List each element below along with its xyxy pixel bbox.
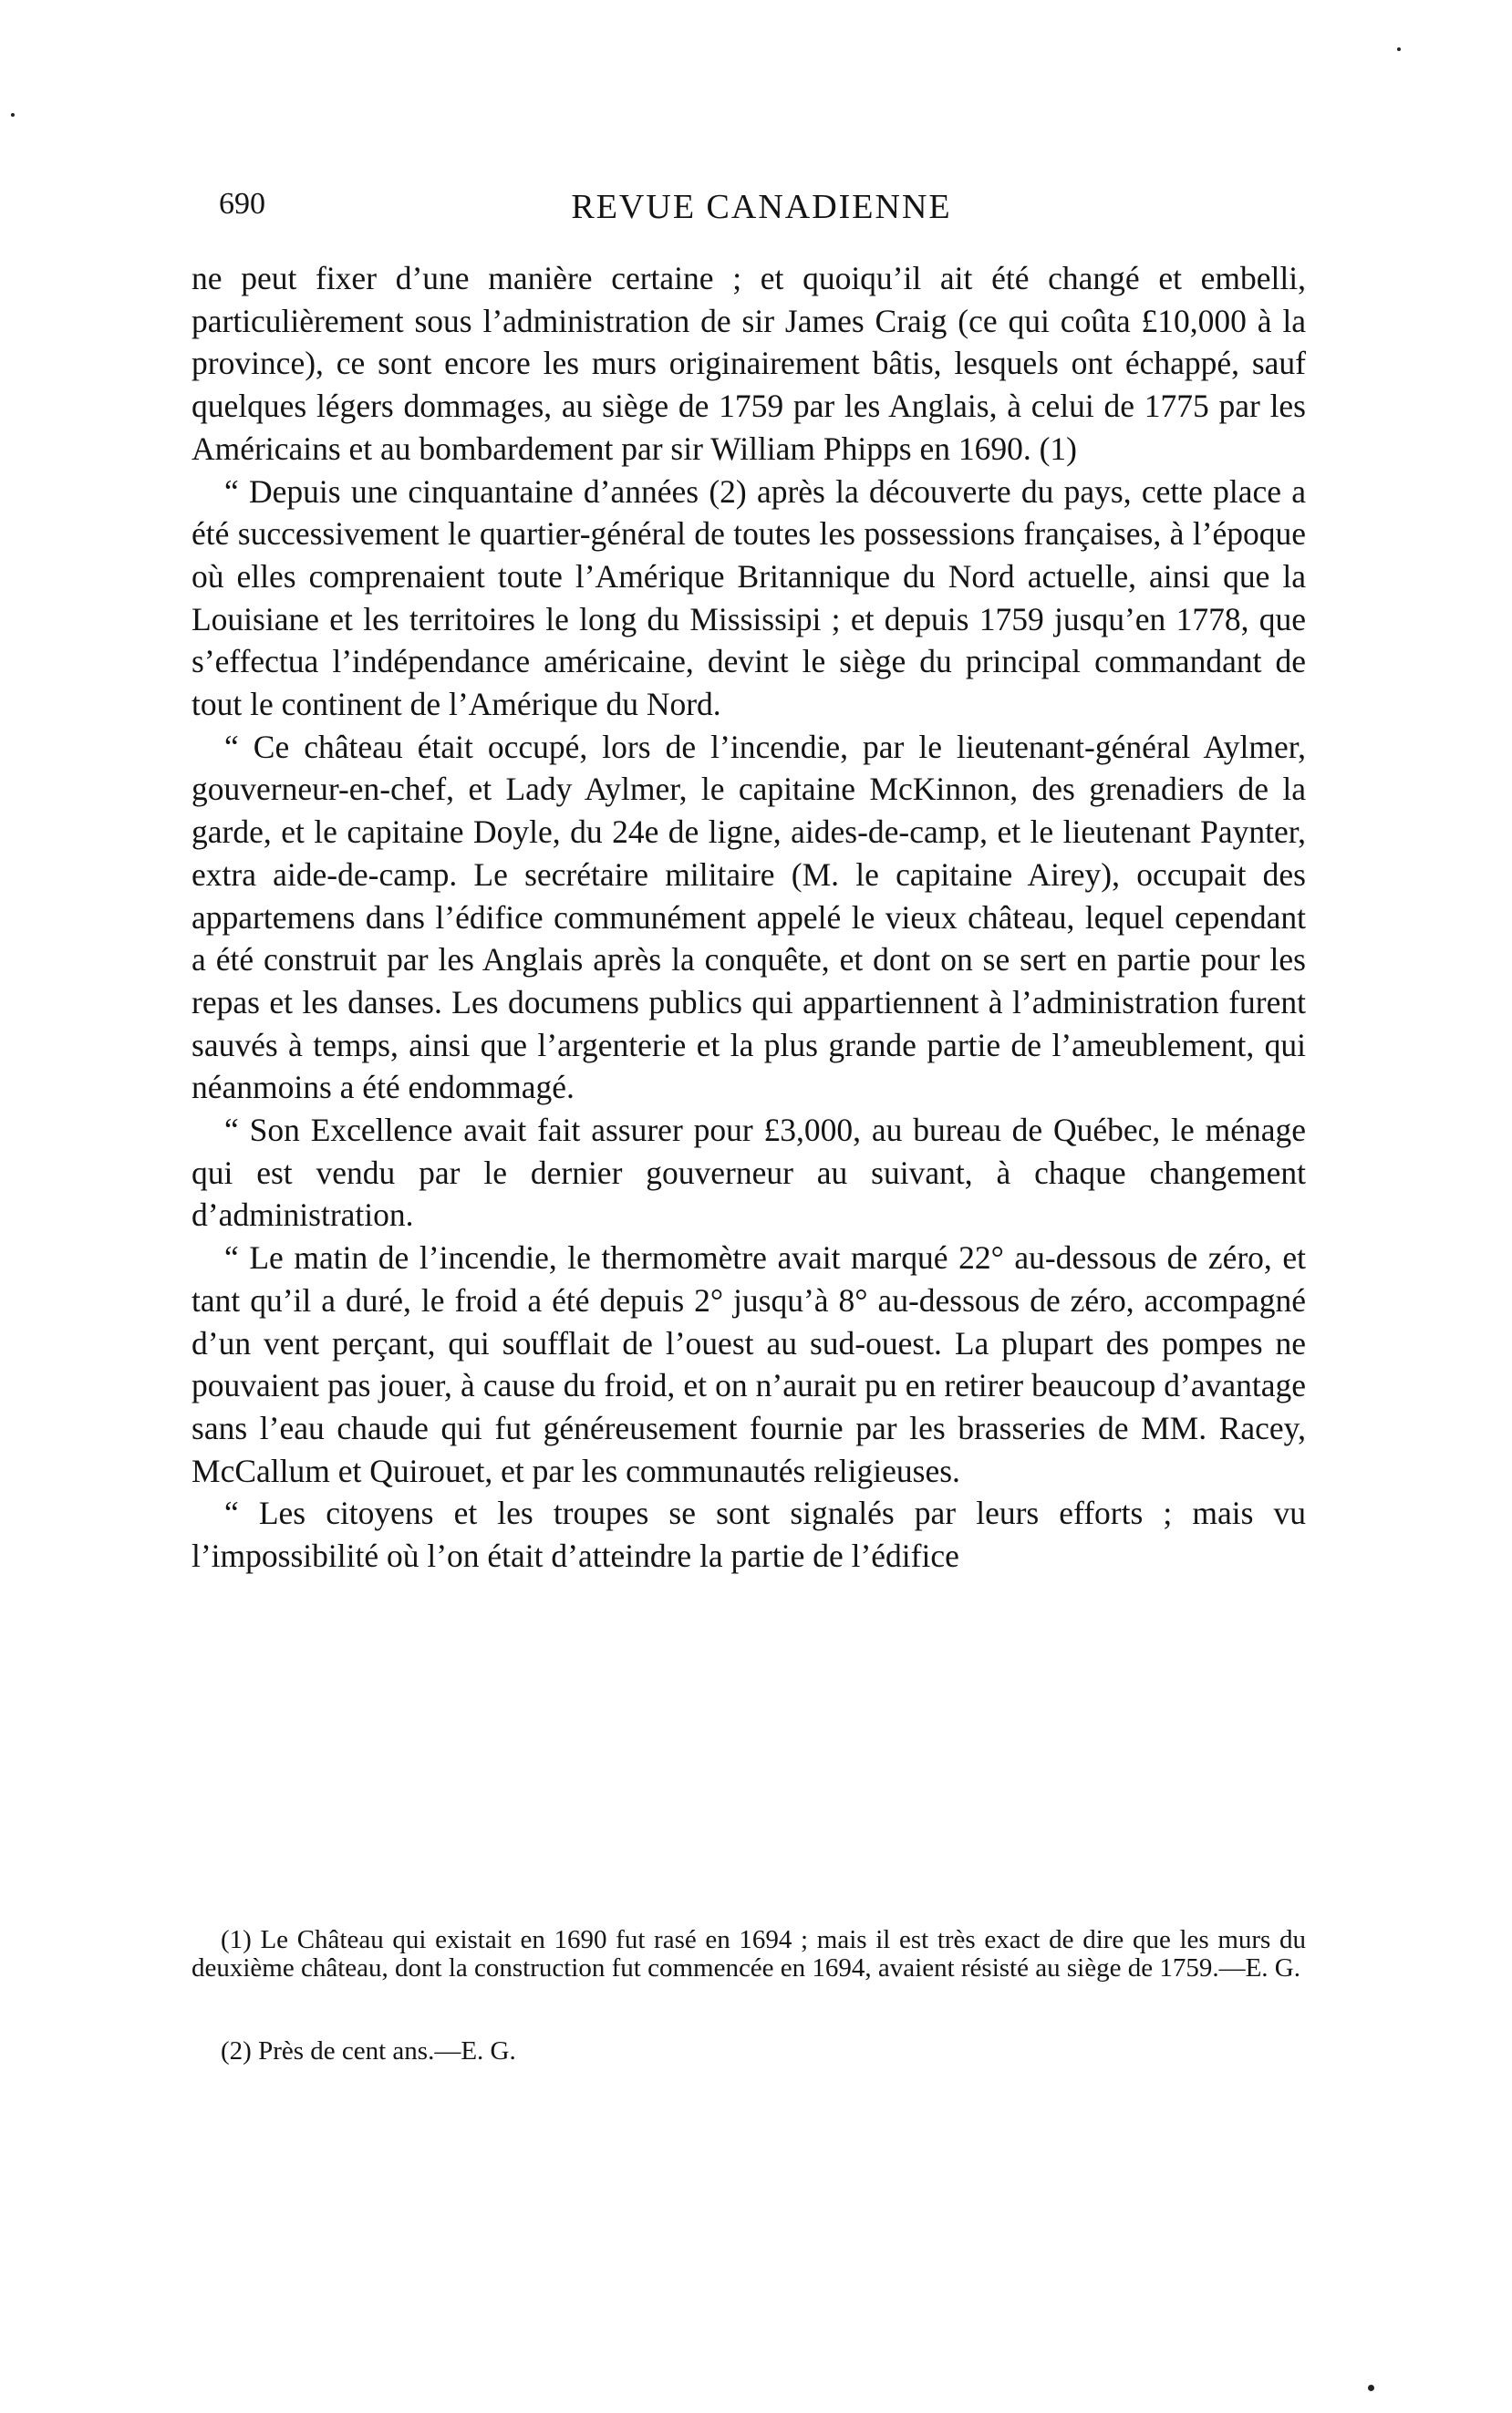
paragraph: “ Depuis une cinquantaine d’années (2) après la découverte du pays, cette place a été successivement le quartier-général de toutes les possessions françaises, à l’époque où elles comprenaient toute l’Amérique Britannique du Nord actuelle, ainsi que la Louisiane et les territoires le long du Mississipi ; et depuis 1759 jusqu’en 1778, que s’effectua l’indépendance américaine, devint le siège du principal commandant de tout le continent de l’Amérique du Nord. bbox=[192, 472, 1306, 723]
paragraph: “ Les citoyens et les troupes se sont signalés par leurs efforts ; mais vu l’impossibilité où l’on était d’atteindre la partie de l’édifice bbox=[192, 1495, 1306, 1575]
paragraph: ne peut fixer d’une manière certaine ; et quoiqu’il ait été changé et embelli, particulièrement sous l’administration de sir James Craig (ce qui coûta £10,000 à la province), ce sont encore les murs originairement bâtis, lesquels ont échappé, sauf quelques légers dommages, au siège de 1759 par les Anglais, à celui de 1775 par les Américains et au bombardement par sir William Phipps en 1690. (1) bbox=[192, 260, 1306, 467]
footnotes bbox=[192, 1926, 1306, 2066]
page-number: 690 bbox=[219, 187, 265, 221]
footnote: (1) Le Château qui existait en 1690 fut rasé en 1694 ; mais il est très exact de dire que les murs du deuxième château, dont la construction fut commencée en 1694, avaient résisté au siège de 1759.—E. G. bbox=[192, 1925, 1306, 1983]
margin-speck bbox=[1397, 47, 1401, 51]
margin-speck bbox=[1368, 2385, 1374, 2391]
margin-speck bbox=[11, 113, 15, 117]
paragraph: “ Son Excellence avait fait assurer pour £3,000, au bureau de Québec, le ménage qui est vendu par le dernier gouverneur au suivant, à chaque changement d’administration. bbox=[192, 1112, 1306, 1234]
body-text bbox=[192, 257, 1306, 1578]
footnote: (2) Près de cent ans.—E. G. bbox=[221, 2036, 516, 2066]
paragraph: “ Ce château était occupé, lors de l’incendie, par le lieutenant-général Aylmer, gouverneur-en-chef, et Lady Aylmer, le capitaine McKinnon, des grenadiers de la garde, et le capitaine Doyle, du 24e de ligne, aides-de-camp, et le lieutenant Paynter, extra aide-de-camp. Le secrétaire militaire (M. le capitaine Airey), occupait des appartemens dans l’édifice communément appelé le vieux château, lequel cependant a été construit par les Anglais après la conquête, et dont on se sert en partie pour les repas et les danses. Les documens publics qui appartiennent à l’administration furent sauvés à temps, ainsi que l’argenterie et la plus grande partie de l’ameublement, qui néanmoins a été endommagé. bbox=[192, 728, 1306, 1106]
running-title: REVUE CANADIENNE bbox=[571, 188, 952, 226]
paragraph: “ Le matin de l’incendie, le thermomètre avait marqué 22° au-dessous de zéro, et tant qu’il a duré, le froid a été depuis 2° jusqu’à 8° au-dessous de zéro, accompagné d’un vent perçant, qui soufflait de l’ouest au sud-ouest. La plupart des pompes ne pouvaient pas jouer, à cause du froid, et on n’aurait pu en retirer beaucoup d’avantage sans l’eau chaude qui fut généreusement fournie par les brasseries de MM. Racey, McCallum et Quirouet, et par les communautés religieuses. bbox=[192, 1239, 1306, 1489]
page-header bbox=[219, 187, 1304, 242]
